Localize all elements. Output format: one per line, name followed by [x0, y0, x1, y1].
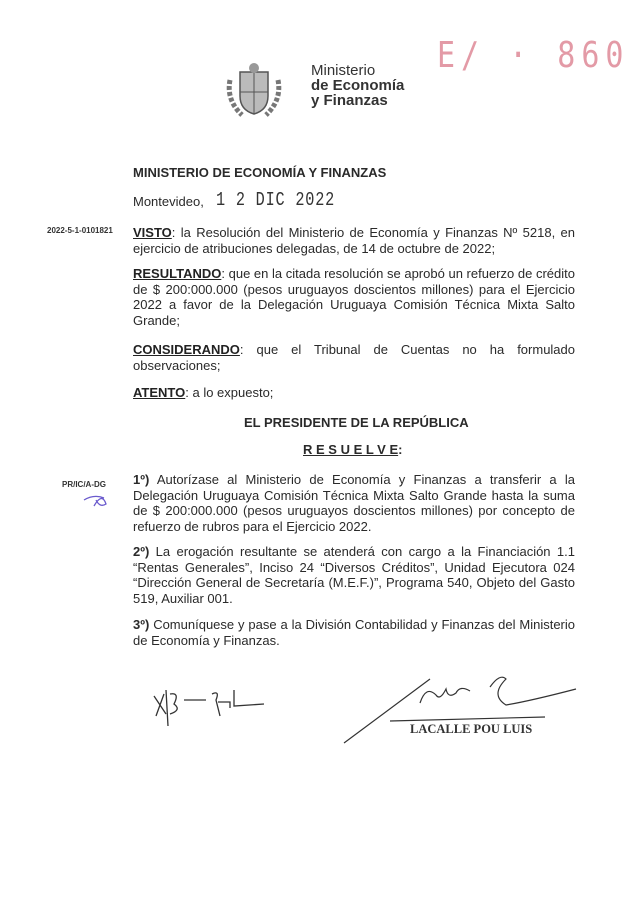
ministry-heading: MINISTERIO DE ECONOMÍA Y FINANZAS [133, 165, 387, 180]
coat-of-arms-logo [222, 60, 286, 122]
article-number: 3º) [133, 617, 150, 632]
visto-text: : la Resolución del Ministerio de Economía y Finanzas Nº 5218, en ejercicio de atribuciones delegadas, de 14 de octubre de 2022; [133, 225, 575, 256]
initials-note: PR/IC/A-DG [62, 480, 106, 489]
considerando-label: CONSIDERANDO [133, 342, 240, 357]
resuelve-colon: : [398, 442, 403, 457]
logo-line-3: y Finanzas [311, 92, 388, 109]
article-number: 1º) [133, 472, 150, 487]
article-3 [133, 617, 575, 648]
president-heading: EL PRESIDENTE DE LA REPÚBLICA [244, 415, 469, 430]
resultando-label: RESULTANDO [133, 266, 222, 281]
article-1 [133, 472, 575, 534]
resuelve-label: R E S U E L V E [303, 442, 399, 457]
article-text: Comuníquese y pase a la División Contabilidad y Finanzas del Ministerio de Economía y Finanzas. [133, 617, 575, 648]
minister-signature [150, 680, 290, 730]
signatory-name: LACALLE POU LUIS [410, 722, 533, 736]
initials-mark [82, 490, 112, 510]
article-2 [133, 544, 575, 606]
visto-label: VISTO [133, 225, 172, 240]
article-text: La erogación resultante se atenderá con cargo a la Financiación 1.1 “Rentas Generales”, Inciso 24 “Diversos Créditos”, Unidad Ejecutora 024 “Dirección General de Secretaría (M.E.F.)”, Programa 540, Objeto del Gasto 519, Auxiliar 001. [133, 544, 575, 606]
resolution-number-stamp: E/ · 860 [437, 34, 630, 77]
logo-line-1: Ministerio [311, 62, 376, 79]
article-text: Autorízase al Ministerio de Economía y Finanzas a transferir a la Delegación Uruguaya Comisión Técnica Mixta Salto Grande hasta la suma de $ 200:000.000 (pesos uruguayos doscientos millones) por concepto de refuerzo de rubros para el Ejercicio 2022. [133, 472, 575, 534]
atento-label: ATENTO [133, 385, 186, 400]
place: Montevideo, [133, 194, 204, 209]
considerando-text: : que el Tribunal de Cuentas no ha formulado observaciones; [133, 342, 575, 373]
visto-paragraph [133, 225, 575, 256]
file-number: 2022-5-1-0101821 [47, 226, 113, 235]
logo-line-2: de Economía [311, 77, 405, 94]
ministry-logo-text [311, 63, 404, 108]
article-number: 2º) [133, 544, 150, 559]
atento-text: : a lo expuesto; [185, 385, 274, 400]
resultando-text: : que en la citada resolución se aprobó un refuerzo de crédito de $ 200:000.000 (pesos uruguayos doscientos millones) para el Ejercicio 2022 a favor de la Delegación Uruguaya Comisión Técnica Mixta Salto Grande; [133, 266, 575, 328]
date-stamp: 1 2 DIC 2022 [216, 189, 336, 211]
resuelve-heading [303, 442, 402, 457]
atento-paragraph [133, 385, 575, 401]
considerando-paragraph [133, 342, 575, 373]
resultando-paragraph [133, 266, 575, 328]
